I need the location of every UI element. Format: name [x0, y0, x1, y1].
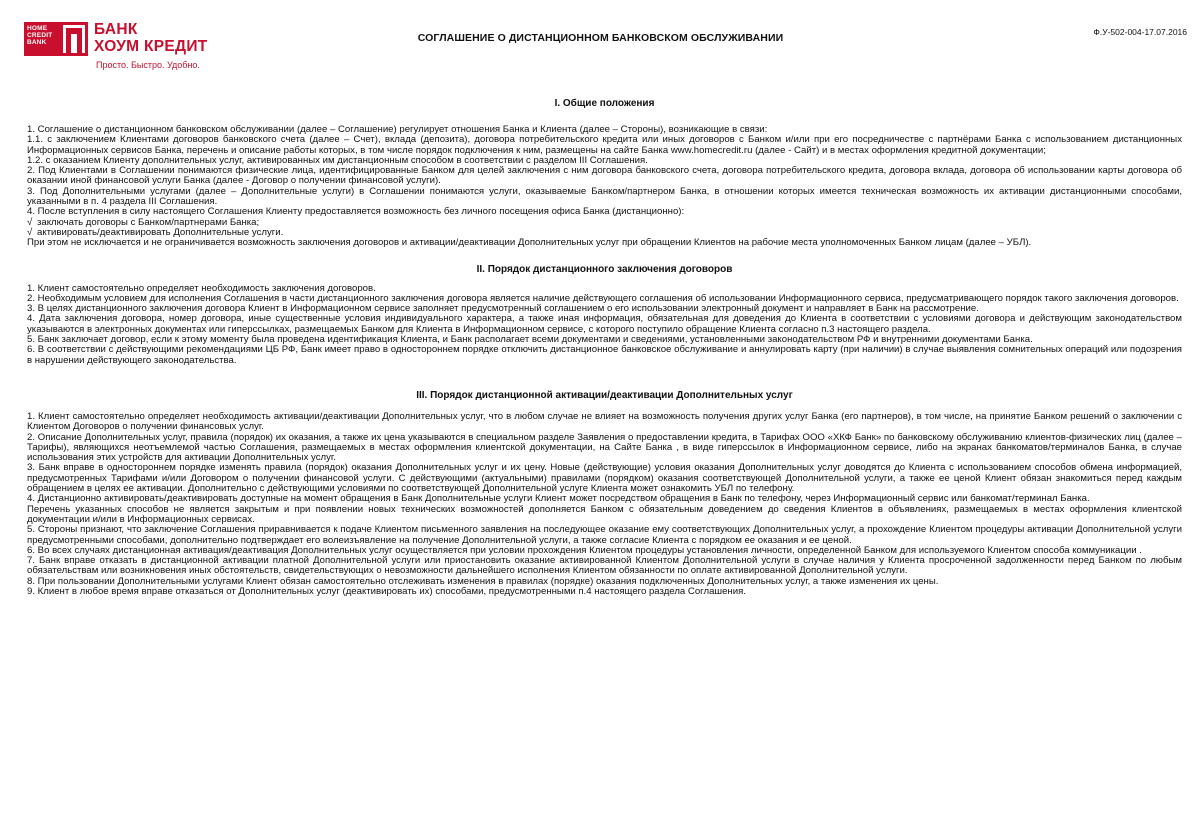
paragraph: 1.1. с заключением Клиентами договоров банковского счета (далее – Счет), вклада (депозита), договора потребительского кредита или иных договоров с Банком и/или при его посредничестве с партнёрами Банка с использованием дистанционных Информационных сервисов Банка, перечень и описание работы которых, в том числе порядок подключения к ним, размещены на сайте Банка www.homecredit.ru (далее - Сайт) и в местах оформления кредитной документации;	[27, 134, 1182, 156]
paragraph: 1. Клиент самостоятельно определяет необходимость заключения договоров.	[27, 282, 376, 294]
paragraph: 3. В целях дистанционного заключения договора Клиент в Информационном сервисе заполняет предусмотренный соглашением о его использовании электронный документ и направляет в Банк на рассмотрение.	[27, 303, 979, 315]
paragraph: Перечень указанных способов не является закрытым и при появлении новых технических возможностей дополняется Банком с обязательным доведением до сведения Клиентов в объявлениях, размещаемых в местах оформления клиентской документации и/или в Информационных сервисах.	[27, 503, 1182, 525]
section-title: I. Общие положения	[554, 98, 655, 109]
list-item: √ заключать договоры с Банком/партнерами Банка;	[27, 216, 260, 228]
checkmark-icon: √	[27, 216, 33, 228]
paragraph: 5. Стороны признают, что заключение Соглашения приравнивается к подаче Клиентом письменного заявления на последующее оказание ему соответствующих Дополнительных услуг, а прохождение Клиентом процедуры активации Дополнительной услуги предусмотренными способами, дополнительно подтверждает его волеизъявление на получение Дополнительной услуги, а также согласие Клиента с порядком ее оказания и ее ценой.	[27, 524, 1182, 546]
paragraph: 4. Дистанционно активировать/деактивировать доступные на момент обращения в Банк Дополнительные услуги Клиент может посредством обращения в Банк по телефону, через Информационный сервис или банкомат/терминал Банка.	[27, 493, 1090, 505]
slogan: Просто. Быстро. Удобно.	[96, 60, 200, 70]
paragraph: При этом не исключается и не ограничивается возможность заключения договоров и активации/деактивации Дополнительных услуг при обращении Клиентов на рабочие места уполномоченных Банком лицам (далее – УБЛ).	[27, 237, 1032, 249]
document-title: СОГЛАШЕНИЕ О ДИСТАНЦИОННОМ БАНКОВСКОМ ОБСЛУЖИВАНИИ	[417, 32, 784, 44]
paragraph: 1. Соглашение о дистанционном банковском обслуживании (далее – Соглашение) регулирует отношения Банка и Клиента (далее – Стороны), возникающие в связи:	[27, 124, 768, 135]
paragraph: 1. Клиент самостоятельно определяет необходимость активации/деактивации Дополнительных услуг, что в любом случае не влияет на возможность получения других услуг Банка (его партнеров), в том числе, на принятие Банком решений о заключении с Клиентом Договоров о получении финансовых услуг.	[27, 410, 1182, 433]
logo-small-text: HOME CREDIT BANK	[27, 25, 53, 46]
paragraph: 6. В соответствии с действующими рекомендациями ЦБ РФ, Банк имеет право в одностороннем порядке отключить дистанционное банковское обслуживание и аннулировать карту (при наличии) в случае выявления сомнительных операций или подозрения в нарушении действующего законодательства.	[27, 344, 1182, 366]
paragraph: 8. При пользовании Дополнительными услугами Клиент обязан самостоятельно отслеживать изменения в правилах (порядке) оказания подключенных Дополнительных услуг, а также изменения их цены.	[27, 575, 939, 587]
paragraph: 4. После вступления в силу настоящего Соглашения Клиенту предоставляется возможность без личного посещения офиса Банка (дистанционно):	[27, 206, 685, 218]
paragraph: 9. Клиент в любое время вправе отказаться от Дополнительных услуг (деактивировать их) способами, предусмотренными п.4 настоящего раздела Соглашения.	[27, 585, 746, 597]
bank-name: БАНК ХОУМ КРЕДИТ	[94, 21, 208, 55]
section-title: III. Порядок дистанционной активации/деактивации Дополнительных услуг	[416, 389, 793, 401]
paragraph: 7. Банк вправе отказать в дистанционной активации платной Дополнительной услуги или приостановить оказание активированной Клиентом Дополнительной услуги в случае наличия у Клиента просроченной задолженности перед Банком по любым обязательствам или возникновения иных обстоятельств, свидетельствующих о невозможности дальнейшего исполнения Клиентом обязанности по оплате активированной Дополнительной услуги.	[27, 555, 1182, 577]
paragraph: 2. Описание Дополнительных услуг, правила (порядок) их оказания, а также их цена указываются в специальном разделе Заявления о предоставлении кредита, в Тарифах ООО «ХКФ Банк» по банковскому обслуживанию клиентов-физических лиц (далее – Тарифы), являющихся неотъемлемой частью Соглашения, размещаемых в местах оформления клиентской документации, на Сайте Банка , в виде гиперссылок в Информационном сервисе, либо на экранах банкоматов/терминалов Банка, в случае использования этих устройств для активации Дополнительных услуг.	[27, 431, 1182, 464]
paragraph: 6. Во всех случаях дистанционная активация/деактивация Дополнительных услуг осуществляется при условии прохождения Клиентом процедуры установления личности, определенной Банком для используемого Клиентом способа коммуникации .	[27, 544, 1142, 556]
paragraph: 1.2. с оказанием Клиенту дополнительных услуг, активированных им дистанционным способом в соответствии с разделом III Соглашения.	[27, 154, 648, 166]
document-body	[27, 84, 1182, 597]
paragraph: 2. Необходимым условием для исполнения Соглашения в части дистанционного заключения договора является наличие действующего соглашения об использовании Информационного сервиса, предусматривающего порядок такого заключения договоров.	[27, 292, 1179, 304]
form-code: Ф.У-502-004-17.07.2016	[1093, 27, 1187, 37]
paragraph: 2. Под Клиентами в Соглашении понимаются физические лица, идентифицированные Банком для целей заключения с ним договора банковского счета, договора потребительского кредита, договора вклада, договора об использовании карты договора об оказании иной финансовой услуги Банка (далее - Договор о получении финансовой услуги).	[27, 165, 1182, 187]
paragraph: 5. Банк заключает договор, если к этому моменту была проведена идентификация Клиента, и Банк располагает всеми документами и сведениями, установленными законодательством РФ и внутренними документами Банка.	[27, 334, 1033, 346]
paragraph: 3. Банк вправе в одностороннем порядке изменять правила (порядок) оказания Дополнительных услуг и их цену. Новые (действующие) условия оказания Дополнительных услуг доводятся до Клиента с использованием способов обмена информацией, предусмотренных Тарифами и/или Договором о получении финансовой услуги. С действующими (актуальными) правилами (порядком) оказания соответствующей Дополнительной услуги, а также ее ценой Клиент обязан знакомиться перед каждым обращением в целях ее активации. Дополнительно с действующими условиями по соответствующей Дополнительной услуге Клиента может ознакомить УБЛ по телефону.	[27, 462, 1182, 495]
section-title: II. Порядок дистанционного заключения договоров	[476, 263, 733, 275]
bank-logo	[24, 22, 224, 72]
list-item: √ активировать/деактивировать Дополнительные услуги.	[27, 226, 284, 238]
paragraph: 4. Дата заключения договора, номер договора, иные существенные условия индивидуального характера, а также иная информация, обязательная для доведения до Клиента в соответствии с условиями договора и действующим законодательством указываются в электронных документах или гиперссылках, размещаемых Банком для Клиента в Информационном сервисе, с которого поступило обращение Клиента согласно п.3 настоящего раздела.	[27, 313, 1182, 335]
checkmark-icon: √	[27, 226, 33, 238]
paragraph: 3. Под Дополнительными услугами (далее – Дополнительные услуги) в Соглашении понимаются услуги, оказываемые Банком/партнером Банка, в отношении которых имеется техническая возможность их активации дистанционными способами, указанными в п. 4 раздела III Соглашения.	[27, 185, 1182, 208]
